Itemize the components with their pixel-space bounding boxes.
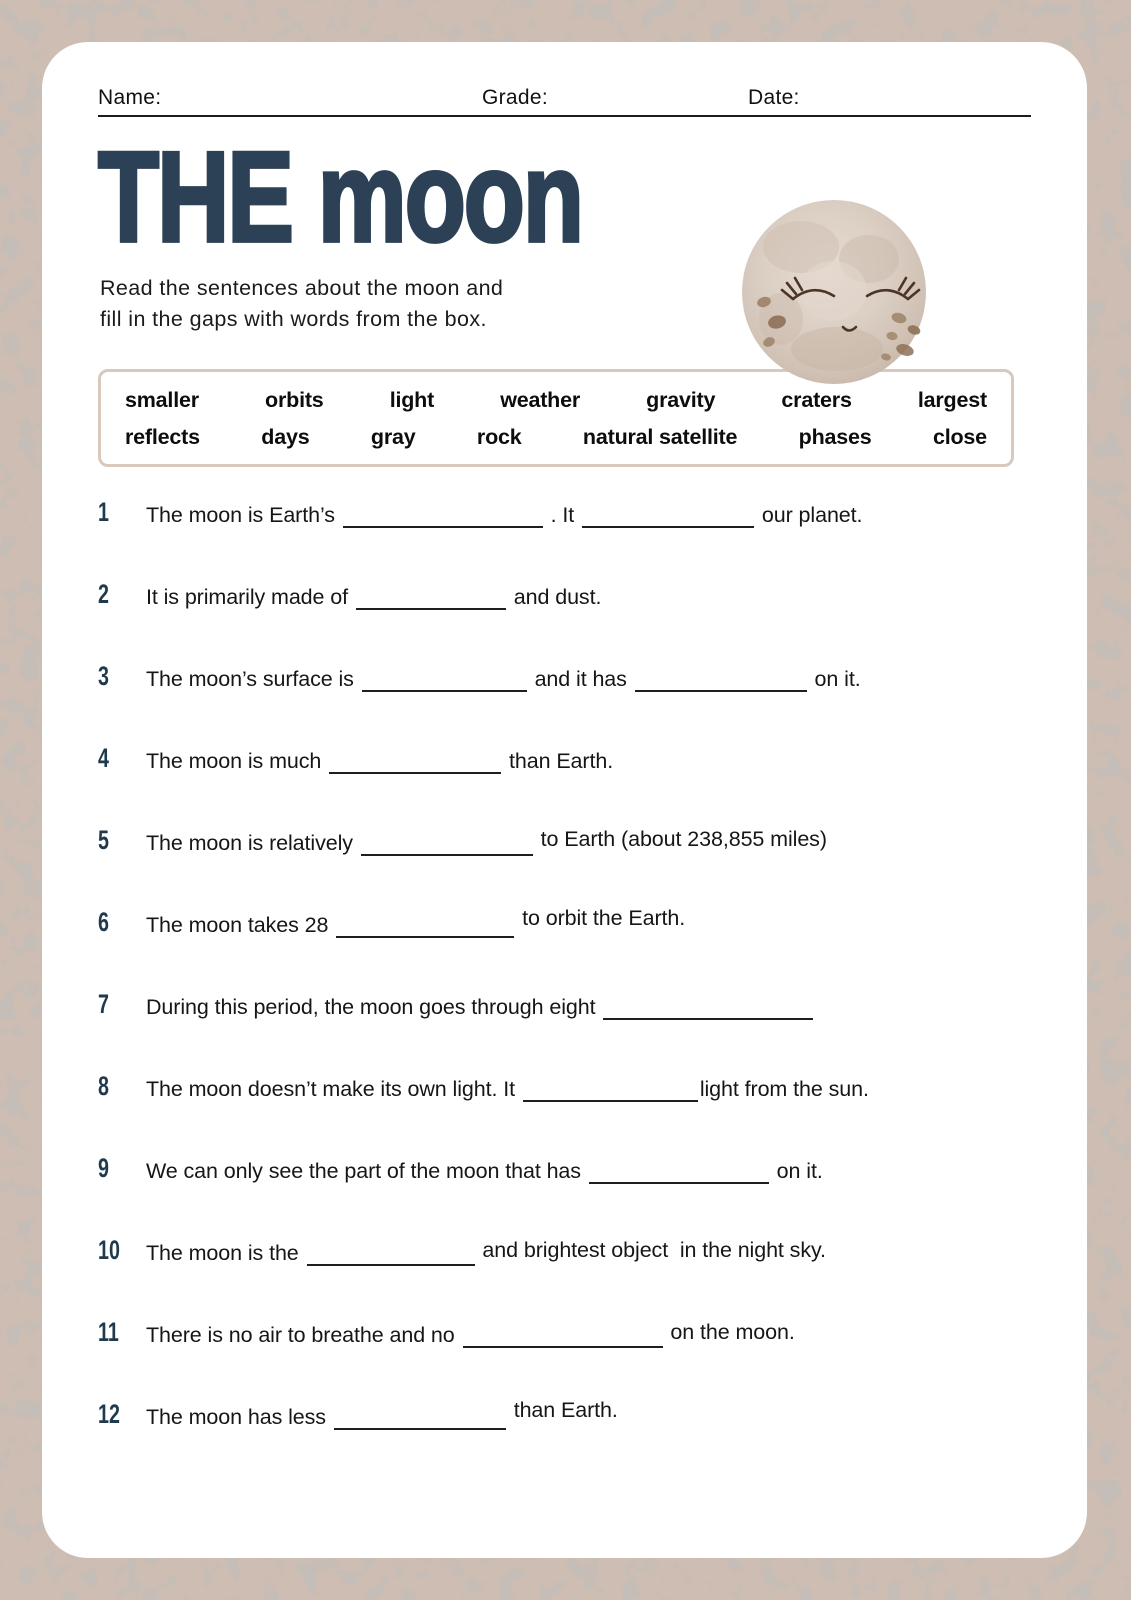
answer-blank: [307, 1246, 475, 1266]
word-bank-item: orbits: [265, 388, 324, 412]
sentence-text: [146, 1398, 618, 1430]
sentence-segment: The moon is much: [146, 749, 328, 773]
answer-blank: [356, 590, 506, 610]
answer-blank: [589, 1164, 769, 1184]
sentence-segment: on it.: [770, 1159, 823, 1183]
sentence-segment: than Earth.: [503, 749, 614, 773]
header-fields: [98, 86, 1031, 117]
sentence-number: 11: [98, 1317, 119, 1348]
sentence-number: 9: [98, 1153, 109, 1184]
sentence-number: 8: [98, 1071, 109, 1102]
sentence-segment: . It: [544, 503, 581, 527]
sentence-segment: The moon’s surface is: [146, 667, 360, 691]
sentence-row: [98, 1398, 1031, 1485]
sentence-segment: and it has: [528, 667, 633, 691]
sentence-text: [146, 906, 686, 938]
sentence-number: 10: [98, 1235, 120, 1266]
answer-blank: [329, 754, 501, 774]
word-bank-item: reflects: [125, 425, 200, 449]
sentence-text: [146, 585, 601, 610]
answer-blank: [463, 1328, 663, 1348]
answer-blank: [336, 918, 514, 938]
moon-illustration: [741, 199, 927, 385]
sentence-number: 1: [98, 497, 109, 528]
word-bank-item: light: [389, 388, 435, 412]
word-bank-item: days: [261, 425, 310, 449]
word-bank-item: weather: [500, 388, 581, 412]
sentence-segment: The moon is the: [146, 1241, 305, 1265]
answer-blank: [334, 1410, 506, 1430]
sentence-segment: on the moon.: [664, 1320, 795, 1344]
word-bank-item: largest: [917, 388, 987, 412]
sentence-segment: There is no air to breathe and no: [146, 1323, 461, 1347]
answer-blank: [362, 672, 527, 692]
sentence-row: [98, 1235, 1031, 1321]
sentence-row: [98, 1317, 1031, 1403]
sentence-row: [98, 743, 1031, 829]
answer-blank: [343, 508, 543, 528]
word-bank-item: rock: [476, 425, 522, 449]
sentence-text: [146, 827, 827, 856]
sentence-segment: The moon takes 28: [146, 913, 335, 937]
sentence-row: [98, 906, 1031, 993]
grade-field-label: Grade:: [482, 86, 548, 109]
sentence-number: 3: [98, 661, 109, 692]
sentence-row: [98, 497, 1031, 583]
sentence-row: [98, 661, 1031, 747]
sentence-text: [146, 667, 861, 692]
sentence-text: [146, 1238, 826, 1266]
answer-blank: [361, 836, 533, 856]
sentence-segment: It is primarily made of: [146, 585, 354, 609]
instructions-line-2: fill in the gaps with words from the box.: [100, 306, 487, 331]
sentence-text: [146, 1320, 795, 1348]
word-bank-item: phases: [798, 425, 872, 449]
page-title: THE moon: [98, 125, 582, 270]
sentence-segment: to orbit the Earth.: [516, 906, 686, 930]
title-section: [98, 125, 1031, 331]
sentence-text: [146, 503, 862, 528]
sentence-segment: on it.: [808, 667, 861, 691]
word-bank-item: smaller: [125, 388, 199, 412]
word-bank-item: natural satellite: [582, 425, 738, 449]
sentence-row: [98, 825, 1031, 911]
sentence-segment: The moon doesn’t make its own light. It: [146, 1077, 521, 1101]
sentence-segment: During this period, the moon goes through eight: [146, 995, 602, 1019]
sentence-number: 6: [98, 907, 109, 938]
sentence-text: [146, 995, 815, 1020]
sentence-segment: light from the sun.: [699, 1077, 869, 1101]
sentence-text: [146, 1077, 869, 1102]
word-bank-row: [121, 425, 991, 450]
answer-blank: [635, 672, 807, 692]
sentence-segment: and dust.: [507, 585, 602, 609]
instructions-text: [100, 273, 503, 334]
word-bank-row: [121, 388, 991, 413]
sentence-segment: and brightest object in the night sky.: [476, 1238, 826, 1262]
sentence-segment: The moon has less: [146, 1405, 332, 1429]
worksheet-card: [42, 42, 1087, 1558]
sentence-segment: We can only see the part of the moon that has: [146, 1159, 587, 1183]
sentence-segment: The moon is Earth’s: [146, 503, 341, 527]
answer-blank: [603, 1000, 813, 1020]
sentence-list: [98, 497, 1031, 1485]
sentence-segment: The moon is relatively: [146, 831, 359, 855]
sentence-segment: than Earth.: [507, 1398, 618, 1422]
sentence-row: [98, 579, 1031, 665]
word-bank-item: close: [932, 425, 987, 449]
date-field-label: Date:: [748, 86, 800, 109]
sentence-row: [98, 1071, 1031, 1157]
sentence-row: [98, 1153, 1031, 1239]
sentence-number: 4: [98, 743, 109, 774]
word-bank-item: gravity: [646, 388, 716, 412]
instructions-line-1: Read the sentences about the moon and: [100, 276, 504, 300]
sentence-number: 5: [98, 825, 109, 856]
sentence-text: [146, 1159, 823, 1184]
sentence-number: 2: [98, 579, 109, 610]
answer-blank: [582, 508, 754, 528]
sentence-segment: our planet.: [756, 503, 863, 527]
sentence-number: 7: [98, 989, 109, 1020]
word-bank-item: gray: [370, 425, 416, 449]
sentence-number: 12: [98, 1399, 120, 1430]
answer-blank: [523, 1082, 698, 1102]
name-field-label: Name:: [98, 86, 162, 109]
sentence-segment: to Earth (about 238,855 miles): [534, 827, 827, 851]
sentence-row: [98, 989, 1031, 1075]
sentence-text: [146, 749, 613, 774]
word-bank-item: craters: [781, 388, 852, 412]
